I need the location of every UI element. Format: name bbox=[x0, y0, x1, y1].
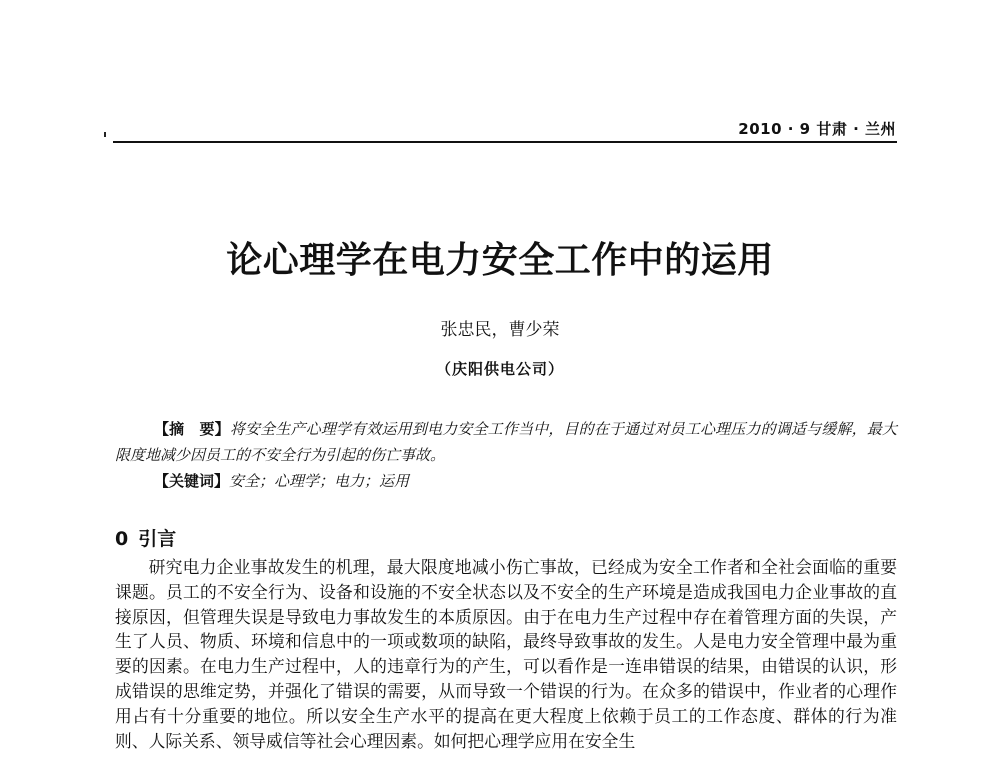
abstract-text: 将安全生产心理学有效运用到电力安全工作当中，目的在于通过对员工心理压力的调适与缓解，最大限度地减少因员工的不安全行为引起的伤亡事故。 bbox=[115, 420, 897, 464]
article-authors: 张忠民，曹少荣 bbox=[440, 320, 560, 340]
header-location: 甘肃 · 兰州 bbox=[816, 120, 896, 138]
keywords-text: 安全；心理学；电力；运用 bbox=[229, 472, 410, 490]
author-affiliation: （庆阳供电公司） bbox=[435, 360, 564, 378]
abstract bbox=[115, 416, 897, 468]
intro-paragraph: 研究电力企业事故发生的机理，最大限度地减小伤亡事故，已经成为安全工作者和全社会面临的重要课题。员工的不安全行为、设备和设施的不安全状态以及不安全的生产环境是造成我国电力企业事故的直接原因，但管理失误是导致电力事故发生的本质原因。由于在电力生产过程中存在着管理方面的失误，产生了人员、物质、环境和信息中的一项或数项的缺陷，最终导致事故的发生。人是电力安全管理中最为重要的因素。在电力生产过程中，人的违章行为的产生，可以看作是一连串错误的结果，由错误的认识，形成错误的思维定势，并强化了错误的需要，从而导致一个错误的行为。在众多的错误中，作业者的心理作用占有十分重要的地位。所以安全生产水平的提高在更大程度上依赖于员工的工作态度、群体的行为准则、人际关系、领导威信等社会心理因素。如何把心理学应用在安全生 bbox=[115, 557, 897, 751]
abstract-block bbox=[115, 416, 897, 494]
section-heading bbox=[115, 524, 176, 551]
running-header bbox=[738, 118, 896, 139]
abstract-label: 【摘 要】 bbox=[154, 420, 230, 438]
section-title: 引言 bbox=[138, 528, 177, 550]
keywords bbox=[115, 468, 897, 494]
margin-mark bbox=[104, 132, 106, 137]
issue-date: 2010 · 9 bbox=[738, 120, 811, 138]
keywords-label: 【关键词】 bbox=[154, 472, 230, 490]
header-rule bbox=[113, 141, 897, 143]
article-title: 论心理学在电力安全工作中的运用 bbox=[226, 239, 774, 281]
body-text bbox=[115, 555, 897, 753]
section-number: 0 bbox=[115, 528, 129, 550]
